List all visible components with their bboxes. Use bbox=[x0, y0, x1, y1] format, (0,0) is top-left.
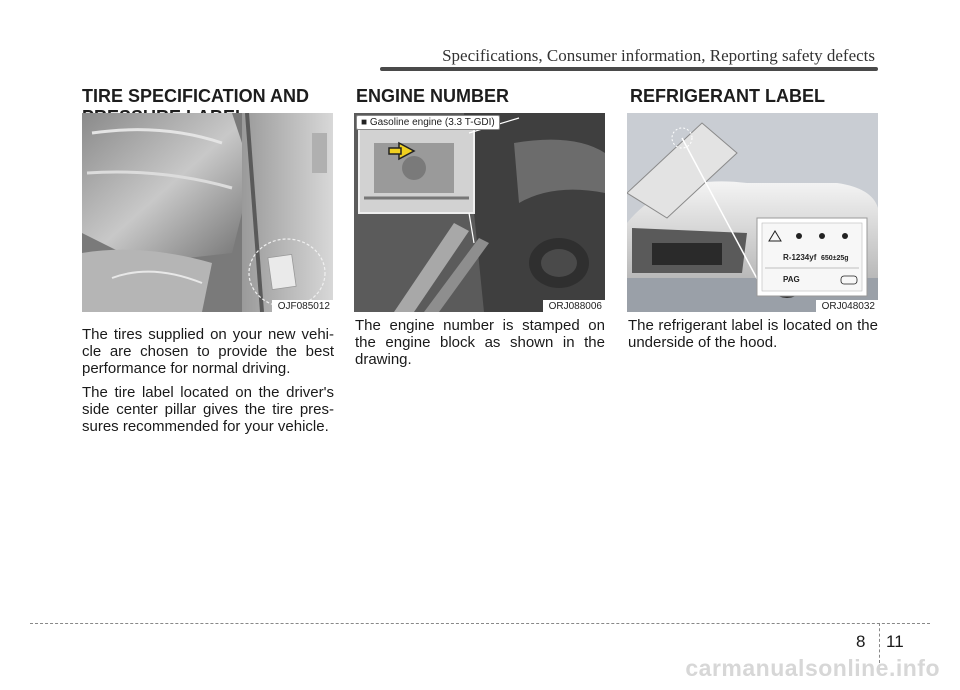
tire-paragraph-1: The tires supplied on your new vehi-cle are chosen to provide the best performance for normal driving. bbox=[82, 326, 334, 377]
tire-image-code: OJF085012 bbox=[272, 300, 333, 312]
page-number: 11 bbox=[886, 632, 904, 651]
refrigerant-paragraph: The refrigerant label is located on the underside of the hood. bbox=[628, 317, 878, 351]
refrigerant-label-pag: PAG bbox=[783, 275, 800, 284]
tire-body-text bbox=[82, 326, 334, 442]
refrigerant-label-r1234yf: R-1234yf bbox=[783, 253, 817, 262]
refrigerant-section-title: REFRIGERANT LABEL bbox=[630, 86, 825, 106]
refrigerant-label-amount: 650±25g bbox=[821, 255, 849, 262]
tire-paragraph-2: The tire label located on the driver's side center pillar gives the tire pres-sures recommended for your vehicle. bbox=[82, 384, 334, 435]
footer-rule bbox=[30, 623, 930, 624]
refrigerant-photo bbox=[627, 113, 878, 312]
engine-image-label: ■ Gasoline engine (3.3 T-GDI) bbox=[356, 115, 500, 130]
engine-paragraph: The engine number is stamped on the engine block as shown in the drawing. bbox=[355, 317, 605, 368]
refrigerant-body-text bbox=[628, 317, 878, 358]
tire-photo bbox=[82, 113, 333, 312]
header-rule bbox=[380, 67, 878, 71]
refrigerant-image-code: ORJ048032 bbox=[816, 300, 878, 312]
engine-photo bbox=[354, 113, 605, 312]
chapter-number: 8 bbox=[856, 632, 866, 651]
watermark: carmanualsonline.info bbox=[685, 655, 940, 681]
tire-title-line1: TIRE SPECIFICATION AND bbox=[82, 86, 310, 106]
engine-body-text bbox=[355, 317, 605, 375]
engine-image-code: ORJ088006 bbox=[543, 300, 605, 312]
engine-section-title: ENGINE NUMBER bbox=[356, 86, 510, 106]
page-header-title: Specifications, Consumer information, Reporting safety defects bbox=[442, 46, 875, 65]
